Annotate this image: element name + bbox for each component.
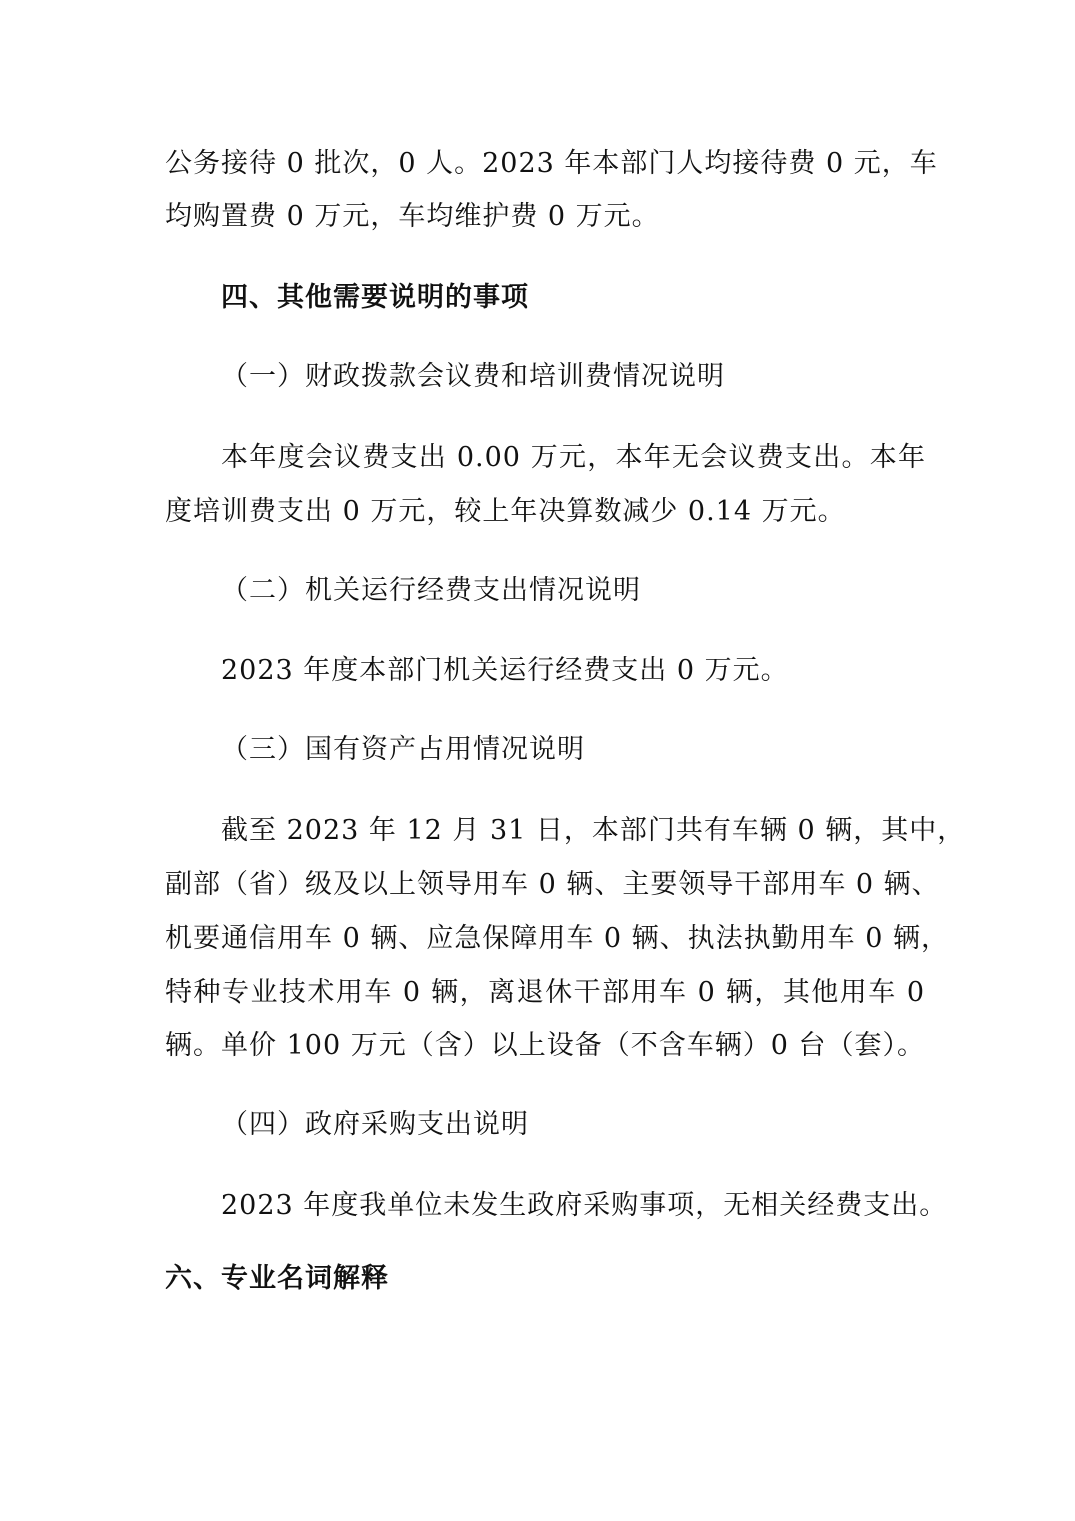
paragraph-line: 截至 2023 年 12 月 31 日，本部门共有车辆 0 辆，其中， (221, 815, 966, 846)
paragraph-line: 本年度会议费支出 0.00 万元，本年无会议费支出。本年 (221, 442, 926, 473)
paragraph-line: 辆。单价 100 万元（含）以上设备（不含车辆）0 台（套）。 (165, 1030, 925, 1061)
section-heading: 六、专业名词解释 (165, 1263, 389, 1294)
paragraph-line: 公务接待 0 批次，0 人。2023 年本部门人均接待费 0 元，车 (165, 148, 938, 179)
section-heading: 四、其他需要说明的事项 (221, 282, 529, 313)
paragraph-line: 2023 年度我单位未发生政府采购事项，无相关经费支出。 (221, 1190, 948, 1221)
paragraph-line: 机要通信用车 0 辆、应急保障用车 0 辆、执法执勤用车 0 辆， (165, 923, 950, 954)
subsection-heading: （四）政府采购支出说明 (221, 1109, 529, 1140)
subsection-heading: （三）国有资产占用情况说明 (221, 734, 585, 765)
subsection-heading: （二）机关运行经费支出情况说明 (221, 575, 641, 606)
paragraph-line: 特种专业技术用车 0 辆，离退休干部用车 0 辆，其他用车 0 (165, 977, 925, 1008)
paragraph-line: 2023 年度本部门机关运行经费支出 0 万元。 (221, 655, 789, 686)
paragraph-line: 副部（省）级及以上领导用车 0 辆、主要领导干部用车 0 辆、 (165, 869, 940, 900)
paragraph-line: 度培训费支出 0 万元，较上年决算数减少 0.14 万元。 (165, 496, 846, 527)
paragraph-line: 均购置费 0 万元，车均维护费 0 万元。 (165, 201, 660, 232)
subsection-heading: （一）财政拨款会议费和培训费情况说明 (221, 361, 725, 392)
